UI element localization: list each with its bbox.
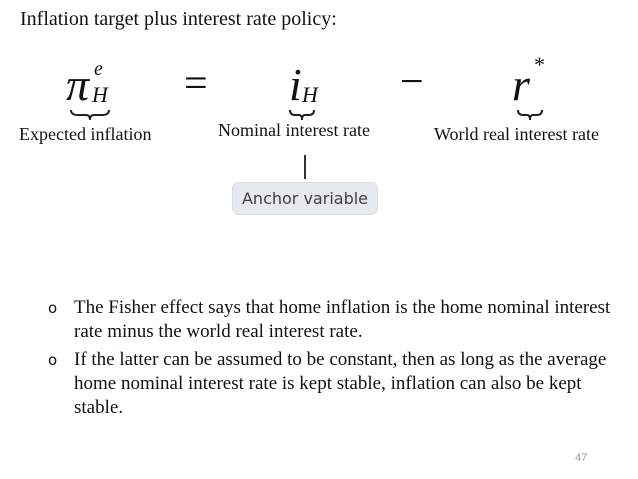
bullet-text: The Fisher effect says that home inflation is the home nominal interest rate minus the world real interest rate. [74,297,611,342]
equals-sign: = [184,61,208,107]
bullet-marker: o [48,351,58,369]
underbrace-world-real-interest-rate [517,108,543,122]
page-number: 47 [575,452,588,464]
lhs-base: π [66,59,90,110]
anchor-connector-line [304,155,306,179]
term1-base: i [289,59,302,110]
slide-title: Inflation target plus interest rate policy: [20,8,337,30]
term2-superscript: * [534,52,545,77]
bullet-text: If the latter can be assumed to be constant, then as long as the average home nominal interest rate is kept stable, inflation can also be kept stable. [74,349,607,418]
anchor-variable-badge: Anchor variable [233,183,377,214]
bullet-item [48,348,618,420]
underbrace-expected-inflation [70,108,110,122]
label-nominal-interest-rate: Nominal interest rate [218,120,370,140]
lhs-subscript: H [92,82,108,107]
bullet-item [48,296,618,344]
lhs-superscript: e [94,58,103,80]
term1-subscript: H [302,82,318,107]
minus-sign: − [400,59,424,105]
label-expected-inflation: Expected inflation [19,124,152,144]
bullet-marker: o [48,299,58,317]
bullet-list [48,296,618,424]
label-world-real-interest-rate: World real interest rate [434,124,599,144]
term2-base: r [512,59,530,110]
